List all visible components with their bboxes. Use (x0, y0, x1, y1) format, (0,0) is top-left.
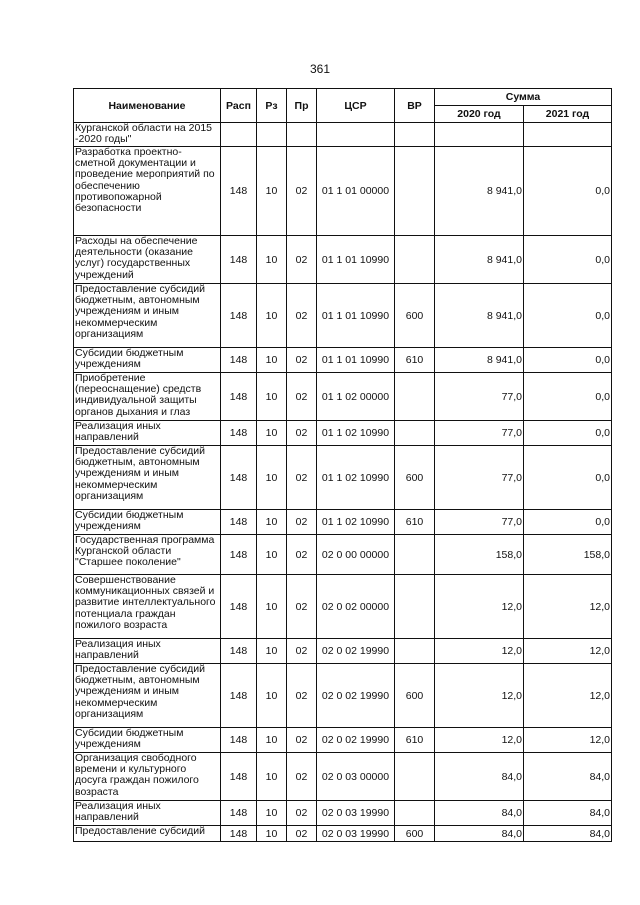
table-row (74, 639, 612, 664)
row-rasp (221, 123, 257, 147)
row-name: Предоставление субсидий бюджетным, автономным учреждениям и иным некоммерческим организациям (74, 284, 221, 348)
row-sum-2021: 0,0 (524, 348, 612, 373)
header-2020: 2020 год (435, 106, 524, 123)
row-rasp: 148 (221, 728, 257, 753)
row-name: Разработка проектно-сметной документации и проведение мероприятий по обеспечению противопожарной безопасности (74, 147, 221, 236)
table-row (74, 664, 612, 728)
row-vr (395, 801, 435, 826)
table-row (74, 575, 612, 639)
row-name: Субсидии бюджетным учреждениям (74, 348, 221, 373)
row-rz: 10 (257, 639, 287, 664)
row-name: Государственная программа Курганской области "Старшее поколение" (74, 535, 221, 575)
row-sum-2020: 84,0 (435, 826, 524, 842)
row-rasp: 148 (221, 236, 257, 284)
row-pr: 02 (287, 801, 317, 826)
row-sum-2020 (435, 123, 524, 147)
row-sum-2021 (524, 123, 612, 147)
row-sum-2020: 8 941,0 (435, 284, 524, 348)
budget-table (73, 88, 612, 842)
row-name: Приобретение (переоснащение) средств индивидуальной защиты органов дыхания и глаз (74, 373, 221, 421)
row-rz (257, 123, 287, 147)
header-csr: ЦСР (317, 89, 395, 123)
table-row (74, 446, 612, 510)
row-rz: 10 (257, 510, 287, 535)
header-summa: Сумма (435, 89, 612, 106)
row-csr: 01 1 01 10990 (317, 236, 395, 284)
row-sum-2020: 8 941,0 (435, 236, 524, 284)
row-name: Предоставление субсидий (74, 826, 221, 842)
row-sum-2020: 84,0 (435, 753, 524, 801)
table-row (74, 236, 612, 284)
row-name: Реализация иных направлений (74, 801, 221, 826)
row-csr: 01 1 02 10990 (317, 510, 395, 535)
row-rz: 10 (257, 728, 287, 753)
row-pr: 02 (287, 575, 317, 639)
row-vr (395, 147, 435, 236)
header-2021: 2021 год (524, 106, 612, 123)
row-rasp: 148 (221, 510, 257, 535)
row-sum-2021: 84,0 (524, 826, 612, 842)
row-csr: 02 0 02 19990 (317, 639, 395, 664)
row-sum-2020: 8 941,0 (435, 147, 524, 236)
row-rz: 10 (257, 575, 287, 639)
row-vr (395, 535, 435, 575)
row-pr: 02 (287, 348, 317, 373)
row-vr (395, 421, 435, 446)
row-rasp: 148 (221, 535, 257, 575)
page-number: 361 (309, 62, 331, 76)
table-row (74, 510, 612, 535)
row-sum-2020: 8 941,0 (435, 348, 524, 373)
header-vr: ВР (395, 89, 435, 123)
row-sum-2020: 77,0 (435, 510, 524, 535)
row-vr (395, 639, 435, 664)
row-rz: 10 (257, 373, 287, 421)
row-csr: 02 0 03 19990 (317, 801, 395, 826)
row-rz: 10 (257, 348, 287, 373)
row-vr (395, 123, 435, 147)
row-csr: 02 0 03 00000 (317, 753, 395, 801)
row-rz: 10 (257, 753, 287, 801)
header-row (74, 89, 612, 106)
row-pr: 02 (287, 639, 317, 664)
row-sum-2021: 84,0 (524, 753, 612, 801)
row-vr: 600 (395, 446, 435, 510)
row-rasp: 148 (221, 284, 257, 348)
row-sum-2021: 0,0 (524, 147, 612, 236)
row-pr: 02 (287, 535, 317, 575)
row-rasp: 148 (221, 373, 257, 421)
row-csr: 02 0 00 00000 (317, 535, 395, 575)
table-row (74, 147, 612, 236)
row-pr: 02 (287, 753, 317, 801)
table-row (74, 728, 612, 753)
row-rz: 10 (257, 801, 287, 826)
row-csr: 01 1 01 10990 (317, 284, 395, 348)
row-sum-2021: 12,0 (524, 575, 612, 639)
row-pr: 02 (287, 728, 317, 753)
row-name: Реализация иных направлений (74, 421, 221, 446)
row-csr (317, 123, 395, 147)
row-vr (395, 753, 435, 801)
row-rz: 10 (257, 664, 287, 728)
row-sum-2021: 0,0 (524, 446, 612, 510)
row-sum-2021: 0,0 (524, 421, 612, 446)
row-name: Совершенствование коммуникационных связей и развитие интеллектуального потенциала граждан пожилого возраста (74, 575, 221, 639)
row-sum-2020: 77,0 (435, 446, 524, 510)
row-sum-2021: 12,0 (524, 639, 612, 664)
row-vr: 610 (395, 348, 435, 373)
row-sum-2020: 12,0 (435, 664, 524, 728)
row-name: Курганской области на 2015 -2020 годы" (74, 123, 221, 147)
row-csr: 01 1 02 10990 (317, 446, 395, 510)
row-sum-2021: 0,0 (524, 284, 612, 348)
row-sum-2020: 12,0 (435, 728, 524, 753)
row-csr: 01 1 02 00000 (317, 373, 395, 421)
row-rasp: 148 (221, 348, 257, 373)
row-name: Субсидии бюджетным учреждениям (74, 728, 221, 753)
row-sum-2020: 12,0 (435, 639, 524, 664)
table-row (74, 801, 612, 826)
row-csr: 02 0 02 00000 (317, 575, 395, 639)
row-pr: 02 (287, 421, 317, 446)
row-vr (395, 575, 435, 639)
row-pr (287, 123, 317, 147)
row-vr (395, 236, 435, 284)
row-sum-2021: 12,0 (524, 664, 612, 728)
row-csr: 01 1 01 10990 (317, 348, 395, 373)
row-sum-2021: 0,0 (524, 236, 612, 284)
row-rasp: 148 (221, 147, 257, 236)
row-sum-2020: 77,0 (435, 373, 524, 421)
table-row (74, 373, 612, 421)
row-pr: 02 (287, 510, 317, 535)
table-row (74, 421, 612, 446)
row-pr: 02 (287, 284, 317, 348)
row-sum-2021: 12,0 (524, 728, 612, 753)
row-csr: 02 0 03 19990 (317, 826, 395, 842)
row-vr: 600 (395, 826, 435, 842)
table-row (74, 348, 612, 373)
row-name: Расходы на обеспечение деятельности (оказание услуг) государственных учреждений (74, 236, 221, 284)
table-row (74, 826, 612, 842)
row-vr: 610 (395, 728, 435, 753)
row-sum-2021: 0,0 (524, 373, 612, 421)
row-rz: 10 (257, 446, 287, 510)
row-sum-2021: 84,0 (524, 801, 612, 826)
row-pr: 02 (287, 664, 317, 728)
row-vr: 610 (395, 510, 435, 535)
header-name: Наименование (74, 89, 221, 123)
row-sum-2021: 158,0 (524, 535, 612, 575)
table-row (74, 123, 612, 147)
row-rz: 10 (257, 826, 287, 842)
row-rasp: 148 (221, 639, 257, 664)
row-pr: 02 (287, 373, 317, 421)
row-rasp: 148 (221, 421, 257, 446)
row-rz: 10 (257, 421, 287, 446)
row-pr: 02 (287, 826, 317, 842)
row-csr: 01 1 01 00000 (317, 147, 395, 236)
row-sum-2020: 84,0 (435, 801, 524, 826)
row-rasp: 148 (221, 826, 257, 842)
row-csr: 02 0 02 19990 (317, 664, 395, 728)
row-csr: 01 1 02 10990 (317, 421, 395, 446)
row-pr: 02 (287, 147, 317, 236)
row-vr: 600 (395, 284, 435, 348)
table-body (74, 123, 612, 842)
row-sum-2020: 12,0 (435, 575, 524, 639)
row-vr (395, 373, 435, 421)
row-rz: 10 (257, 535, 287, 575)
table-row (74, 535, 612, 575)
row-vr: 600 (395, 664, 435, 728)
row-sum-2020: 158,0 (435, 535, 524, 575)
row-rz: 10 (257, 284, 287, 348)
row-pr: 02 (287, 446, 317, 510)
row-rz: 10 (257, 147, 287, 236)
row-rasp: 148 (221, 446, 257, 510)
row-name: Предоставление субсидий бюджетным, автономным учреждениям и иным некоммерческим организациям (74, 446, 221, 510)
row-rasp: 148 (221, 664, 257, 728)
header-rasp: Расп (221, 89, 257, 123)
row-rasp: 148 (221, 753, 257, 801)
row-name: Субсидии бюджетным учреждениям (74, 510, 221, 535)
row-sum-2021: 0,0 (524, 510, 612, 535)
row-pr: 02 (287, 236, 317, 284)
row-name: Организация свободного времени и культурного досуга граждан пожилого возраста (74, 753, 221, 801)
table-row (74, 753, 612, 801)
table-row (74, 284, 612, 348)
row-rz: 10 (257, 236, 287, 284)
row-name: Реализация иных направлений (74, 639, 221, 664)
row-csr: 02 0 02 19990 (317, 728, 395, 753)
header-rz: Рз (257, 89, 287, 123)
row-rasp: 148 (221, 801, 257, 826)
row-sum-2020: 77,0 (435, 421, 524, 446)
row-rasp: 148 (221, 575, 257, 639)
header-pr: Пр (287, 89, 317, 123)
row-name: Предоставление субсидий бюджетным, автономным учреждениям и иным некоммерческим организациям (74, 664, 221, 728)
